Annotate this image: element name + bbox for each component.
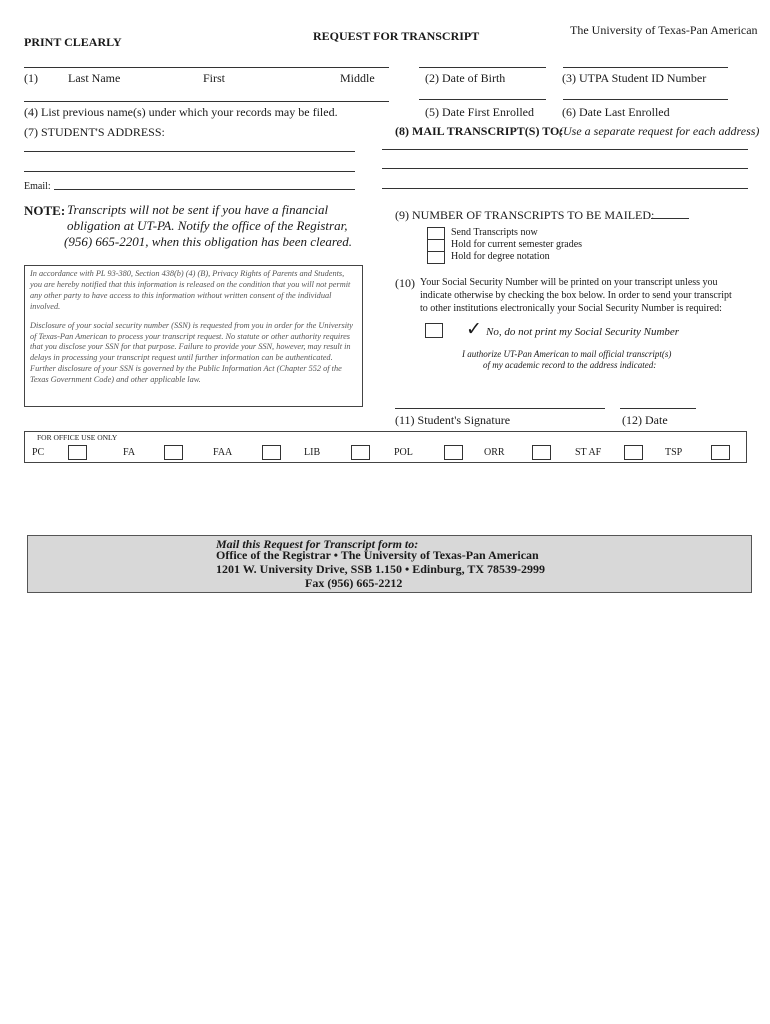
office-checkbox-orr[interactable] xyxy=(532,445,551,460)
print-clearly-label: PRINT CLEARLY xyxy=(24,35,122,49)
last-enrolled-label: (6) Date Last Enrolled xyxy=(562,105,670,119)
office-checkbox-staf[interactable] xyxy=(624,445,643,460)
privacy-paragraph-1: In accordance with PL 93-380, Section 438(b) (4) (B), Privacy Rights of Parents and Students, you are hereby notified that this information is released on the condition that you will not permit any other party to have access to this information without written consent of the individual involved. xyxy=(30,269,351,311)
ssn-text-line-1: Your Social Security Number will be printed on your transcript unless you xyxy=(420,277,718,288)
mail-to-label: (8) MAIL TRANSCRIPT(S) TO: xyxy=(395,124,564,138)
hold-degree-checkbox[interactable] xyxy=(427,251,445,264)
first-enrolled-label: (5) Date First Enrolled xyxy=(425,105,534,119)
last-enrolled-line[interactable] xyxy=(563,99,728,100)
mail-line-2: 1201 W. University Drive, SSB 1.150 • Edinburg, TX 78539-2999 xyxy=(216,562,546,576)
mail-to-line-1[interactable] xyxy=(382,149,748,150)
authorize-line-1: I authorize UT-Pan American to mail official transcript(s) xyxy=(462,349,672,359)
note-line-1: Transcripts will not be sent if you have a financial xyxy=(67,202,329,217)
transcript-count-label: (9) NUMBER OF TRANSCRIPTS TO BE MAILED: xyxy=(395,208,655,222)
mail-to-note: (Use a separate request for each address) xyxy=(559,124,760,138)
office-checkbox-tsp[interactable] xyxy=(711,445,730,460)
student-address-label: (7) STUDENT'S ADDRESS: xyxy=(24,125,165,139)
office-checkbox-pol[interactable] xyxy=(444,445,463,460)
office-code-pol: POL xyxy=(394,447,413,458)
mail-to-line-2[interactable] xyxy=(382,168,748,169)
previous-names-line[interactable] xyxy=(24,101,389,102)
address-line-2[interactable] xyxy=(24,171,355,172)
hold-degree-label: Hold for degree notation xyxy=(451,251,550,262)
office-checkbox-faa[interactable] xyxy=(262,445,281,460)
mailing-address-box xyxy=(27,535,752,593)
name-line[interactable] xyxy=(24,67,389,68)
dob-line[interactable] xyxy=(419,67,546,68)
ssn-text-line-2: indicate otherwise by checking the box below. In order to send your transcript xyxy=(420,290,732,301)
checkmark-icon: ✓ xyxy=(466,319,482,340)
privacy-paragraph-2: Disclosure of your social security number (SSN) is requested from you in order for the University of Texas-Pan American to process your transcript request. No statute or other authority requires that you disclose your SSN for that purpose. Failure to provide your SSN, however, may result in delays in processing your transcript request until further information can be authenticated. Further disclosure of your SSN is governed by the Public Information Act (Chapter 552 of the Texas Government Code) and other applicable law. xyxy=(30,320,353,385)
university-name: The University of Texas-Pan American xyxy=(570,23,758,37)
ssn-number: (10) xyxy=(395,276,415,290)
ssn-text-line-3: to other institutions electronically your Social Security Number is required: xyxy=(420,303,722,314)
office-checkbox-pc[interactable] xyxy=(68,445,87,460)
no-ssn-label: No, do not print my Social Security Number xyxy=(486,326,680,338)
office-code-staf: ST AF xyxy=(575,447,602,458)
office-code-orr: ORR xyxy=(484,447,505,458)
no-ssn-checkbox[interactable] xyxy=(425,323,443,338)
date-line[interactable] xyxy=(620,408,696,409)
first-name-label: First xyxy=(203,71,226,85)
date-label: (12) Date xyxy=(622,413,668,427)
mail-heading: Mail this Request for Transcript form to: xyxy=(216,537,419,551)
office-code-faa: FAA xyxy=(213,447,233,458)
mail-line-1: Office of the Registrar • The University of Texas-Pan American xyxy=(216,548,539,562)
transcript-count-line[interactable] xyxy=(651,218,689,219)
office-checkbox-lib[interactable] xyxy=(351,445,370,460)
mail-to-line-3[interactable] xyxy=(382,188,748,189)
office-code-pc: PC xyxy=(32,447,45,458)
first-enrolled-line[interactable] xyxy=(419,99,546,100)
email-line[interactable] xyxy=(54,189,355,190)
email-label: Email: xyxy=(24,181,51,192)
last-name-label: Last Name xyxy=(68,71,121,85)
note-text xyxy=(64,202,352,250)
address-line-1[interactable] xyxy=(24,151,355,152)
privacy-notice-box xyxy=(24,265,363,407)
middle-name-label: Middle xyxy=(340,71,375,85)
form-title: REQUEST FOR TRANSCRIPT xyxy=(313,29,480,43)
dob-label: (2) Date of Birth xyxy=(425,71,506,85)
field-1-number: (1) xyxy=(24,71,38,85)
note-line-3: (956) 665-2201, when this obligation has been cleared. xyxy=(64,234,353,249)
office-checkbox-fa[interactable] xyxy=(164,445,183,460)
office-code-lib: LIB xyxy=(304,447,321,458)
send-now-label: Send Transcripts now xyxy=(451,227,538,238)
signature-line[interactable] xyxy=(395,408,605,409)
previous-names-label: (4) List previous name(s) under which your records may be filed. xyxy=(24,105,338,119)
student-id-line[interactable] xyxy=(563,67,728,68)
office-code-tsp: TSP xyxy=(665,447,683,458)
signature-label: (11) Student's Signature xyxy=(395,413,511,427)
note-line-2: obligation at UT-PA. Notify the office of the Registrar, xyxy=(67,218,348,233)
authorize-line-2: of my academic record to the address indicated: xyxy=(483,360,657,370)
office-code-fa: FA xyxy=(123,447,136,458)
student-id-label: (3) UTPA Student ID Number xyxy=(562,71,707,85)
office-use-title: FOR OFFICE USE ONLY xyxy=(37,433,118,442)
note-heading: NOTE: xyxy=(24,203,66,218)
hold-semester-label: Hold for current semester grades xyxy=(451,239,583,250)
mail-line-3: Fax (956) 665-2212 xyxy=(305,576,403,590)
